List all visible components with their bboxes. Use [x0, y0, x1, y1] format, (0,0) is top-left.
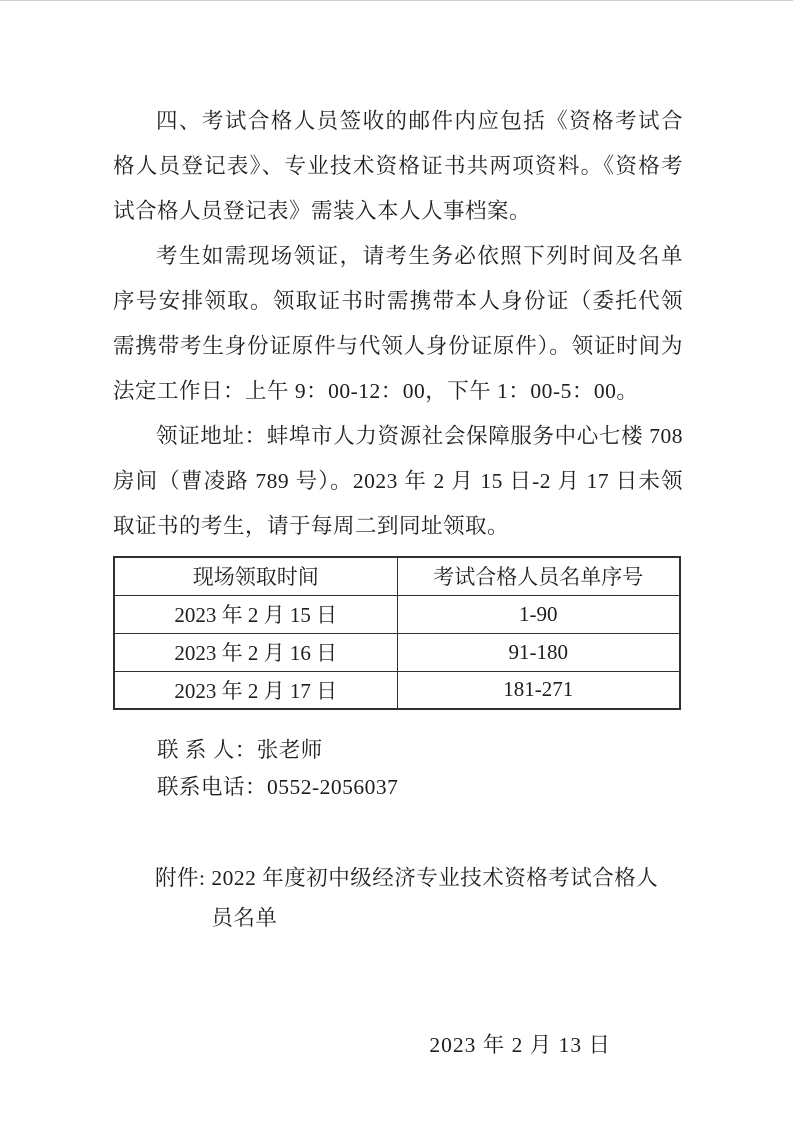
table-row: [114, 633, 680, 671]
cell-date: 2023 年 2 月 15 日: [114, 595, 397, 633]
contact-person-line: 联 系 人：张老师: [157, 738, 323, 762]
document-content: [0, 1, 793, 1060]
cell-date: 2023 年 2 月 16 日: [114, 633, 397, 671]
attachment-label: 附件:: [155, 866, 212, 890]
paragraph-pickup-address: 领证地址：蚌埠市人力资源社会保障服务中心七楼 708 房间（曹凌路 789 号）。2023 年 2 月 15 日-2 月 17 日未领取证书的考生，请于每周二到同址领取。: [113, 424, 683, 538]
header-pickup-time: 现场领取时间: [114, 557, 397, 595]
cell-serials: 91-180: [397, 633, 680, 671]
contact-block: [113, 732, 683, 806]
attachment-note: [113, 858, 683, 938]
header-serial-range: 考试合格人员名单序号: [397, 557, 680, 595]
attachment-title: 2022 年度初中级经济专业技术资格考试合格人员名单: [211, 866, 659, 930]
contact-phone-line: 联系电话：0552-2056037: [157, 775, 399, 799]
table-header-row: [114, 557, 680, 595]
cell-serials: 1-90: [397, 595, 680, 633]
cell-date: 2023 年 2 月 17 日: [114, 671, 397, 709]
document-date: 2023 年 2 月 13 日: [429, 1033, 611, 1057]
pickup-schedule-table: [113, 556, 681, 710]
cell-serials: 181-271: [397, 671, 680, 709]
table-row: [114, 595, 680, 633]
paragraph-onsite-pickup: 考生如需现场领证，请考生务必依照下列时间及名单序号安排领取。领取证书时需携带本人身份证（委托代领需携带考生身份证原件与代领人身份证原件）。领证时间为法定工作日：上午 9：00-12：00，下午 1：00-5：00。: [113, 244, 683, 403]
table-row: [114, 671, 680, 709]
paragraph-mail-contents: 四、考试合格人员签收的邮件内应包括《资格考试合格人员登记表》、专业技术资格证书共两项资料。《资格考试合格人员登记表》需装入本人人事档案。: [113, 109, 683, 223]
